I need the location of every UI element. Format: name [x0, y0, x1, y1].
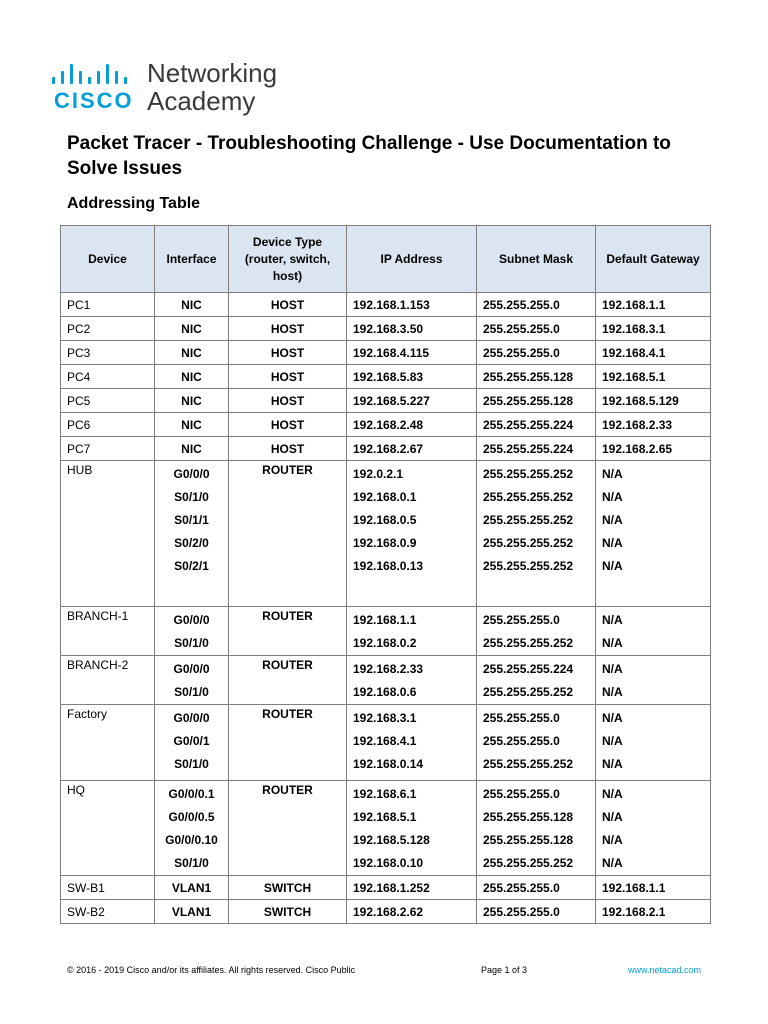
- section-title: Addressing Table: [67, 195, 201, 212]
- default-gateway-cell: [596, 365, 711, 389]
- interface-cell-line: G0/0/0: [173, 711, 210, 725]
- ip-address-cell-line: 192.168.0.1: [353, 490, 417, 504]
- device-cell: PC7: [61, 437, 155, 461]
- default-gateway-cell: [596, 781, 711, 876]
- default-gateway-cell: [596, 389, 711, 413]
- device-type-cell: HOST: [229, 389, 347, 413]
- header-interface: Interface: [155, 226, 229, 293]
- device-type-cell: ROUTER: [229, 461, 347, 607]
- subnet-mask-cell-line: 255.255.255.0: [483, 322, 560, 336]
- device-type-cell: HOST: [229, 413, 347, 437]
- interface-cell: [155, 293, 229, 317]
- default-gateway-cell-line: N/A: [602, 711, 623, 725]
- subnet-mask-cell: [477, 656, 596, 705]
- default-gateway-cell-line: 192.168.4.1: [602, 346, 666, 360]
- interface-cell-line: VLAN1: [171, 881, 212, 895]
- table-row: [61, 317, 711, 341]
- default-gateway-cell: [596, 461, 711, 607]
- subnet-mask-cell: [477, 365, 596, 389]
- interface-cell: [155, 656, 229, 705]
- default-gateway-cell-line: N/A: [602, 536, 623, 550]
- device-type-cell: HOST: [229, 365, 347, 389]
- ip-address-cell-line: 192.168.0.14: [353, 757, 424, 771]
- subnet-mask-cell-line: 255.255.255.224: [483, 418, 574, 432]
- addressing-table: [60, 225, 711, 924]
- ip-address-cell: [347, 389, 477, 413]
- default-gateway-cell-line: 192.168.5.129: [602, 394, 679, 408]
- subnet-mask-cell: [477, 781, 596, 876]
- ip-address-cell-line: 192.168.3.50: [353, 322, 424, 336]
- ip-address-cell-line: 192.168.5.128: [353, 833, 430, 847]
- ip-address-cell-line: 192.168.1.1: [353, 613, 417, 627]
- device-cell: PC2: [61, 317, 155, 341]
- ip-address-cell: [347, 607, 477, 656]
- subnet-mask-cell-line: 255.255.255.252: [483, 636, 574, 650]
- subnet-mask-cell: [477, 317, 596, 341]
- ip-address-cell-line: 192.0.2.1: [353, 467, 404, 481]
- default-gateway-cell-line: 192.168.2.33: [602, 418, 673, 432]
- interface-cell: [155, 413, 229, 437]
- interface-cell: [155, 437, 229, 461]
- ip-address-cell-line: 192.168.0.6: [353, 685, 417, 699]
- page-footer: [67, 965, 707, 979]
- interface-cell-line: G0/0/0: [173, 467, 210, 481]
- table-row: [61, 876, 711, 900]
- ip-address-cell: [347, 876, 477, 900]
- device-cell: BRANCH-1: [61, 607, 155, 656]
- default-gateway-cell-line: N/A: [602, 513, 623, 527]
- table-row: [61, 365, 711, 389]
- interface-cell-line: S0/1/0: [174, 636, 209, 650]
- ip-address-cell: [347, 413, 477, 437]
- table-header-row: [61, 226, 711, 293]
- device-cell: PC1: [61, 293, 155, 317]
- default-gateway-cell-line: N/A: [602, 833, 623, 847]
- interface-cell: [155, 365, 229, 389]
- table-row: [61, 705, 711, 781]
- document-title: Packet Tracer - Troubleshooting Challenge - Use Documentation to Solve Issues: [67, 133, 671, 179]
- default-gateway-cell: [596, 876, 711, 900]
- default-gateway-cell-line: N/A: [602, 810, 623, 824]
- logo-networking: Networking: [147, 58, 278, 88]
- interface-cell-line: NIC: [181, 370, 202, 384]
- default-gateway-cell-line: N/A: [602, 685, 623, 699]
- ip-address-cell-line: 192.168.0.13: [353, 559, 424, 573]
- interface-cell-line: VLAN1: [171, 905, 212, 919]
- default-gateway-cell-line: N/A: [602, 734, 623, 748]
- table-row: [61, 607, 711, 656]
- device-type-cell: SWITCH: [229, 876, 347, 900]
- subnet-mask-cell: [477, 437, 596, 461]
- device-type-cell: HOST: [229, 437, 347, 461]
- interface-cell-line: G0/0/0.10: [165, 833, 218, 847]
- device-type-cell: ROUTER: [229, 781, 347, 876]
- default-gateway-cell-line: N/A: [602, 856, 623, 870]
- ip-address-cell: [347, 365, 477, 389]
- table-row: [61, 413, 711, 437]
- interface-cell: [155, 876, 229, 900]
- default-gateway-cell-line: 192.168.5.1: [602, 370, 666, 384]
- device-type-cell: ROUTER: [229, 705, 347, 781]
- default-gateway-cell-line: 192.168.1.1: [602, 298, 666, 312]
- subnet-mask-cell: [477, 389, 596, 413]
- interface-cell: [155, 705, 229, 781]
- device-type-cell: HOST: [229, 341, 347, 365]
- interface-cell-line: NIC: [181, 418, 202, 432]
- header-device-type: Device Type (router, switch, host): [229, 226, 347, 293]
- subnet-mask-cell-line: 255.255.255.0: [483, 734, 560, 748]
- cisco-networking-academy-logo: [52, 58, 312, 118]
- cisco-wordmark: CISCO: [54, 88, 134, 113]
- subnet-mask-cell-line: 255.255.255.0: [483, 905, 560, 919]
- default-gateway-cell-line: N/A: [602, 636, 623, 650]
- subnet-mask-cell-line: 255.255.255.0: [483, 613, 560, 627]
- subnet-mask-cell-line: 255.255.255.252: [483, 513, 574, 527]
- interface-cell-line: S0/1/0: [174, 490, 209, 504]
- table-row: [61, 900, 711, 924]
- ip-address-cell-line: 192.168.2.33: [353, 662, 424, 676]
- subnet-mask-cell-line: 255.255.255.0: [483, 787, 560, 801]
- default-gateway-cell-line: N/A: [602, 490, 623, 504]
- device-cell: HQ: [61, 781, 155, 876]
- default-gateway-cell-line: 192.168.1.1: [602, 881, 666, 895]
- device-type-cell: SWITCH: [229, 900, 347, 924]
- subnet-mask-cell-line: 255.255.255.252: [483, 559, 574, 573]
- table-row: [61, 341, 711, 365]
- default-gateway-cell: [596, 317, 711, 341]
- interface-cell-line: S0/1/0: [174, 856, 209, 870]
- ip-address-cell-line: 192.168.0.10: [353, 856, 424, 870]
- device-cell: BRANCH-2: [61, 656, 155, 705]
- interface-cell-line: S0/1/0: [174, 685, 209, 699]
- table-row: [61, 781, 711, 876]
- ip-address-cell-line: 192.168.4.1: [353, 734, 417, 748]
- default-gateway-cell: [596, 705, 711, 781]
- subnet-mask-cell-line: 255.255.255.252: [483, 490, 574, 504]
- device-cell: PC5: [61, 389, 155, 413]
- interface-cell: [155, 389, 229, 413]
- default-gateway-cell-line: N/A: [602, 613, 623, 627]
- cisco-bars-icon: [52, 62, 142, 84]
- interface-cell: [155, 317, 229, 341]
- device-type-cell: HOST: [229, 317, 347, 341]
- subnet-mask-cell-line: 255.255.255.252: [483, 536, 574, 550]
- interface-cell-line: G0/0/0.1: [168, 787, 215, 801]
- subnet-mask-cell: [477, 341, 596, 365]
- subnet-mask-cell-line: 255.255.255.0: [483, 881, 560, 895]
- subnet-mask-cell-line: 255.255.255.224: [483, 442, 574, 456]
- ip-address-cell-line: 192.168.0.2: [353, 636, 417, 650]
- default-gateway-cell-line: N/A: [602, 559, 623, 573]
- subnet-mask-cell: [477, 461, 596, 607]
- table-row: [61, 389, 711, 413]
- subnet-mask-cell-line: 255.255.255.0: [483, 298, 560, 312]
- subnet-mask-cell: [477, 876, 596, 900]
- subnet-mask-cell-line: 255.255.255.252: [483, 467, 574, 481]
- subnet-mask-cell-line: 255.255.255.0: [483, 711, 560, 725]
- default-gateway-cell-line: N/A: [602, 757, 623, 771]
- header-device: Device: [61, 226, 155, 293]
- footer-copyright: © 2016 - 2019 Cisco and/or its affiliates. All rights reserved. Cisco Public: [67, 965, 356, 975]
- default-gateway-cell-line: 192.168.2.65: [602, 442, 673, 456]
- default-gateway-cell: [596, 293, 711, 317]
- default-gateway-cell-line: 192.168.2.1: [602, 905, 666, 919]
- subnet-mask-cell-line: 255.255.255.128: [483, 810, 574, 824]
- interface-cell-line: G0/0/0.5: [168, 810, 215, 824]
- subnet-mask-cell-line: 255.255.255.252: [483, 685, 574, 699]
- interface-cell-line: S0/1/1: [174, 513, 209, 527]
- default-gateway-cell: [596, 607, 711, 656]
- default-gateway-cell-line: 192.168.3.1: [602, 322, 666, 336]
- subnet-mask-cell: [477, 413, 596, 437]
- ip-address-cell: [347, 461, 477, 607]
- subnet-mask-cell: [477, 705, 596, 781]
- ip-address-cell: [347, 705, 477, 781]
- default-gateway-cell-line: N/A: [602, 787, 623, 801]
- ip-address-cell-line: 192.168.5.1: [353, 810, 417, 824]
- interface-cell-line: NIC: [181, 394, 202, 408]
- ip-address-cell-line: 192.168.4.115: [353, 346, 430, 360]
- subnet-mask-cell-line: 255.255.255.128: [483, 370, 574, 384]
- interface-cell-line: S0/2/0: [174, 536, 209, 550]
- interface-cell: [155, 607, 229, 656]
- ip-address-cell: [347, 781, 477, 876]
- interface-cell: [155, 461, 229, 607]
- device-cell: Factory: [61, 705, 155, 781]
- default-gateway-cell-line: N/A: [602, 662, 623, 676]
- interface-cell-line: G0/0/0: [173, 613, 210, 627]
- header-subnet-mask: Subnet Mask: [477, 226, 596, 293]
- device-cell: SW-B1: [61, 876, 155, 900]
- subnet-mask-cell: [477, 900, 596, 924]
- ip-address-cell: [347, 293, 477, 317]
- interface-cell-line: G0/0/0: [173, 662, 210, 676]
- ip-address-cell: [347, 341, 477, 365]
- device-type-cell: ROUTER: [229, 656, 347, 705]
- device-type-cell: HOST: [229, 293, 347, 317]
- device-type-cell: ROUTER: [229, 607, 347, 656]
- device-cell: HUB: [61, 461, 155, 607]
- subnet-mask-cell-line: 255.255.255.0: [483, 346, 560, 360]
- ip-address-cell-line: 192.168.0.9: [353, 536, 417, 550]
- ip-address-cell-line: 192.168.0.5: [353, 513, 417, 527]
- subnet-mask-cell-line: 255.255.255.128: [483, 394, 574, 408]
- device-cell: PC4: [61, 365, 155, 389]
- default-gateway-cell-line: N/A: [602, 467, 623, 481]
- table-row: [61, 461, 711, 607]
- interface-cell-line: S0/1/0: [174, 757, 209, 771]
- default-gateway-cell: [596, 413, 711, 437]
- default-gateway-cell: [596, 656, 711, 705]
- table-row: [61, 656, 711, 705]
- device-cell: PC6: [61, 413, 155, 437]
- interface-cell-line: S0/2/1: [174, 559, 209, 573]
- footer-page-number: Page 1 of 3: [481, 965, 528, 975]
- interface-cell-line: NIC: [181, 442, 202, 456]
- ip-address-cell-line: 192.168.5.227: [353, 394, 430, 408]
- subnet-mask-cell-line: 255.255.255.252: [483, 856, 574, 870]
- ip-address-cell: [347, 437, 477, 461]
- interface-cell-line: G0/0/1: [173, 734, 210, 748]
- interface-cell: [155, 900, 229, 924]
- interface-cell-line: NIC: [181, 298, 202, 312]
- ip-address-cell-line: 192.168.3.1: [353, 711, 417, 725]
- default-gateway-cell: [596, 437, 711, 461]
- ip-address-cell-line: 192.168.1.153: [353, 298, 430, 312]
- footer-url-link[interactable]: www.netacad.com: [627, 965, 701, 975]
- default-gateway-cell: [596, 341, 711, 365]
- ip-address-cell: [347, 656, 477, 705]
- subnet-mask-cell-line: 255.255.255.128: [483, 833, 574, 847]
- table-row: [61, 437, 711, 461]
- device-cell: PC3: [61, 341, 155, 365]
- interface-cell-line: NIC: [181, 346, 202, 360]
- table-row: [61, 293, 711, 317]
- header-default-gateway: Default Gateway: [596, 226, 711, 293]
- interface-cell: [155, 341, 229, 365]
- subnet-mask-cell: [477, 607, 596, 656]
- default-gateway-cell: [596, 900, 711, 924]
- device-cell: SW-B2: [61, 900, 155, 924]
- ip-address-cell-line: 192.168.6.1: [353, 787, 417, 801]
- interface-cell-line: NIC: [181, 322, 202, 336]
- header-ip-address: IP Address: [347, 226, 477, 293]
- ip-address-cell-line: 192.168.2.67: [353, 442, 424, 456]
- ip-address-cell-line: 192.168.2.62: [353, 905, 424, 919]
- logo-academy: Academy: [147, 86, 256, 116]
- ip-address-cell-line: 192.168.1.252: [353, 881, 430, 895]
- interface-cell: [155, 781, 229, 876]
- ip-address-cell: [347, 900, 477, 924]
- subnet-mask-cell-line: 255.255.255.224: [483, 662, 574, 676]
- ip-address-cell-line: 192.168.2.48: [353, 418, 424, 432]
- ip-address-cell-line: 192.168.5.83: [353, 370, 424, 384]
- ip-address-cell: [347, 317, 477, 341]
- subnet-mask-cell-line: 255.255.255.252: [483, 757, 574, 771]
- subnet-mask-cell: [477, 293, 596, 317]
- table-body: [61, 293, 711, 924]
